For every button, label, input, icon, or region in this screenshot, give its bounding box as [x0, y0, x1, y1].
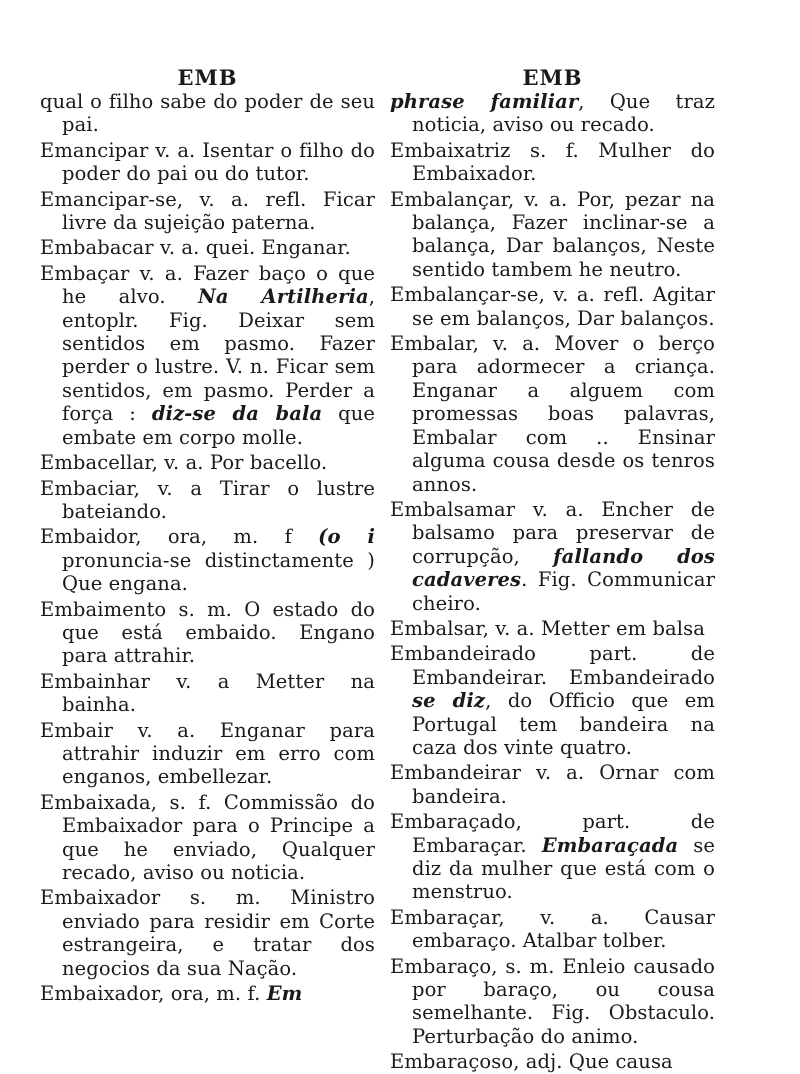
headword: Embainhar [40, 669, 151, 693]
right-running-header: EMB [522, 65, 583, 90]
entry-emancipar: Emancipar v. a. Isentar o filho do poder do pai ou do tutor. [40, 138, 375, 186]
entry-embacellar: Embacellar, v. a. Por bacello. [40, 451, 328, 475]
entry-embaciar: Embaciar, v. a Tirar o lustre bateiando. [40, 476, 375, 523]
entry-embalancar-se: Embalançar-se, v. a. refl. Agitar se em balanços, Dar balanços. [390, 283, 715, 330]
headword: Embair [40, 718, 113, 742]
entry-embaidor: Embaidor, ora, m. f (o i pronuncia-se distinctamente ) Que engana. [40, 525, 375, 596]
headword: Embandeirado [390, 642, 537, 666]
entry-embainhar: Embainhar v. a Metter na bainha. [40, 669, 375, 717]
headword: Embaraço [390, 954, 492, 978]
entry-continuation-right: phrase familiar, Que traz noticia, aviso ou recado. [390, 90, 715, 137]
entry-embaimento: Embaimento s. m. O estado do que está embaido. Engano para attrahir. [40, 597, 375, 668]
headword: Emancipar-se [40, 187, 177, 211]
entry-embalsar: Embalsar, v. a. Metter em balsa [390, 616, 705, 640]
right-column [390, 66, 715, 1074]
entry-embaixatriz: Embaixatriz s. f. Mulher do Embaixador. [390, 138, 715, 186]
entry-embaixador-ora: Embaixador, ora, m. f. Em [40, 982, 303, 1006]
entry-embalancar: Embalançar, v. a. Por, pezar na balança, Fazer inclinar-se a balança, Dar balanços, Neste sentido tambem he neutro. [390, 187, 715, 281]
headword: Embaraçado [390, 810, 516, 834]
headword: Embalsar [390, 616, 483, 640]
entry-embacar: Embaçar v. a. Fazer baço o que he alvo. Na Artilheria, entoplr. Fig. Deixar sem sentidos em pasmo. Fazer perder o lustre. V. n. Ficar sem sentidos, em pasmo. Perder a força : diz-se da bala que embate em corpo molle. [40, 261, 376, 449]
headword: Embalançar [390, 187, 508, 211]
entry-embaracado: Embaraçado, part. de Embaraçar. Embaraçada se diz da mulher que está com o menstruo. [390, 810, 715, 904]
headword: Embalsamar [390, 497, 516, 521]
headword: Embaciar [40, 476, 134, 500]
headword: Embalançar-se [390, 283, 539, 307]
left-running-header: EMB [177, 65, 238, 90]
headword: Embaixador [40, 982, 159, 1006]
entry-embandeirar: Embandeirar v. a. Ornar com bandeira. [390, 761, 715, 808]
left-column [40, 66, 375, 1005]
headword: Emancipar [40, 138, 149, 162]
entry-emancipar-se: Emancipar-se, v. a. refl. Ficar livre da sujeição paterna. [40, 187, 375, 235]
headword: Embaixatriz [390, 138, 511, 162]
headword: Embaraçoso [390, 1050, 514, 1074]
entry-embaraco: Embaraço, s. m. Enleio causado por baraço, ou cousa semelhante. Fig. Obstaculo. Perturbação do animo. [390, 954, 715, 1048]
entry-embabacar: Embabacar v. a. quei. Enganar. [40, 236, 351, 260]
entry-embair: Embair v. a. Enganar para attrahir induzir em erro com enganos, embellezar. [40, 718, 375, 789]
entry-continuation-left: qual o filho sabe do poder de seu pai. [40, 90, 375, 137]
headword: Embaimento [40, 597, 167, 621]
headword: Embaidor [40, 525, 136, 549]
entry-embaracoso: Embaraçoso, adj. Que causa [390, 1050, 673, 1074]
headword: Embaixada [40, 790, 151, 814]
entry-embalar: Embalar, v. a. Mover o berço para adormecer a criança. Enganar a alguem com promessas boas palavras, Embalar com .. Ensinar alguma cousa desde os tenros annos. [390, 332, 715, 496]
headword: Embaixador [40, 886, 161, 910]
headword: Embaraçar [390, 905, 499, 929]
headword: Embandeirar [390, 761, 522, 785]
headword: Embabacar [40, 236, 154, 260]
entry-embalsamar: Embalsamar v. a. Encher de balsamo para preservar de corrupção, fallando dos cadaveres. Fig. Communicar cheiro. [390, 497, 715, 615]
entry-embandeirado: Embandeirado part. de Embandeirar. Embandeirado se diz, do Officio que em Portugal tem bandeira na caza dos vinte quatro. [390, 642, 715, 759]
entry-embaixador: Embaixador s. m. Ministro enviado para residir em Corte estrangeira, e tratar dos negocios da sua Nação. [40, 886, 375, 980]
headword: Embaçar [40, 261, 130, 285]
headword: Embalar [390, 332, 473, 356]
headword: Embacellar [40, 451, 152, 475]
entry-embaracar: Embaraçar, v. a. Causar embaraço. Atalbar tolber. [390, 905, 715, 953]
entry-embaixada: Embaixada, s. f. Commissão do Embaixador para o Principe a que he enviado, Qualquer recado, aviso ou noticia. [40, 790, 375, 884]
